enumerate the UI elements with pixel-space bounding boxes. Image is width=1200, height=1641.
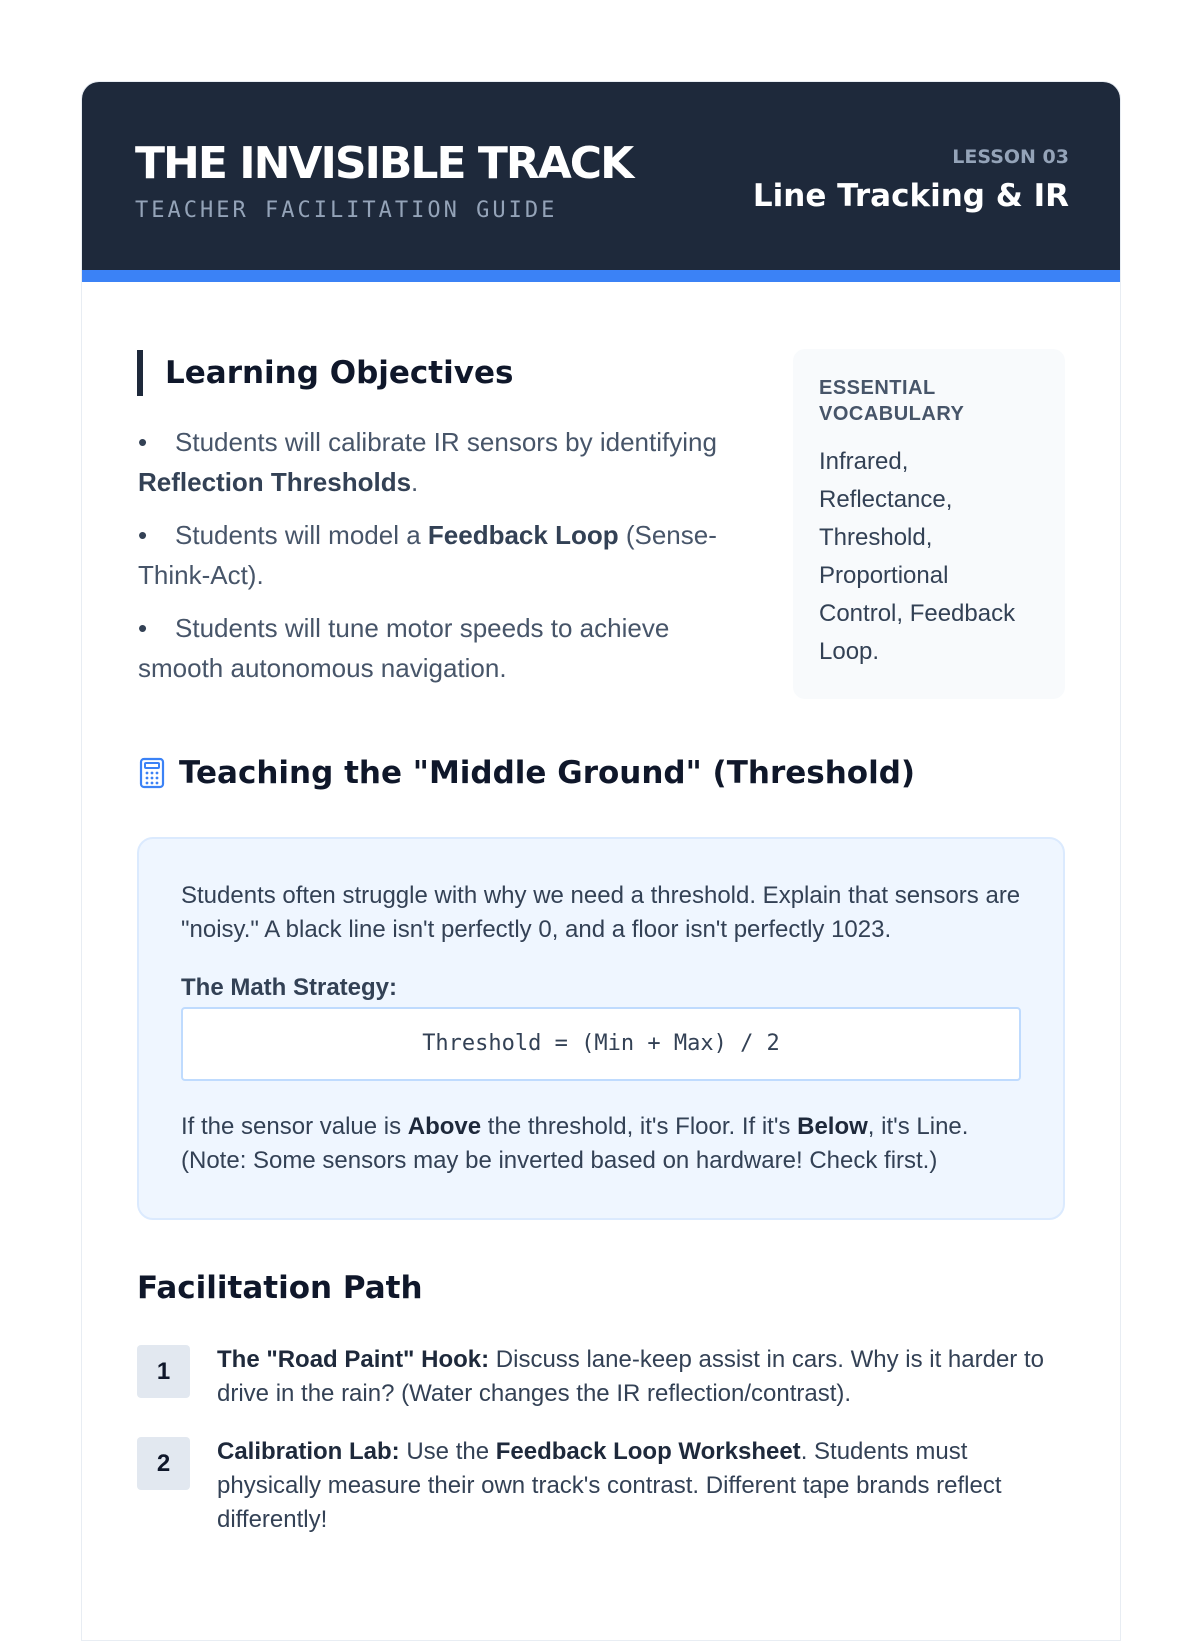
objective-text: Students will calibrate IR sensors by identifying (175, 427, 717, 457)
step-text (217, 1435, 1067, 1537)
vocabulary-terms: Infrared, Reflectance, Threshold, Proportional Control, Feedback Loop. (819, 448, 1016, 665)
list-item (138, 515, 738, 595)
outro-bold-below: Below (797, 1113, 868, 1140)
objective-text: . (411, 467, 419, 497)
objective-bold: Feedback Loop (427, 520, 619, 550)
threshold-formula: Threshold = (Min + Max) / 2 (181, 1007, 1021, 1081)
step-number: 1 (137, 1345, 190, 1398)
outro-text: If the sensor value is (181, 1113, 408, 1140)
threshold-intro: Students often struggle with why we need a threshold. Explain that sensors are "noisy." A black line isn't perfectly 0, and a floor isn't perfectly 1023. (181, 882, 1021, 943)
list-item (138, 608, 738, 688)
outro-text: , it's Line. (Note: Some sensors may be inverted based on hardware! Check first.) (181, 1113, 969, 1174)
objectives-list (138, 422, 738, 701)
threshold-outro (181, 1110, 1031, 1178)
math-strategy-label: The Math Strategy: (181, 974, 398, 1001)
threshold-heading (137, 750, 915, 796)
guide-page (81, 81, 1121, 1641)
objective-bold: Reflection Thresholds (138, 467, 412, 497)
outro-text: the threshold, it's Floor. If it's (481, 1113, 798, 1140)
facilitation-heading: Facilitation Path (137, 1270, 423, 1306)
lesson-number: LESSON 03 (952, 146, 1069, 168)
threshold-heading-text: Teaching the "Middle Ground" (Threshold) (179, 755, 916, 791)
objectives-heading: Learning Objectives (137, 350, 513, 396)
calculator-icon (137, 756, 167, 788)
vocabulary-card (793, 349, 1065, 699)
bullet-icon: • (138, 613, 148, 643)
objective-text: Students will model a (175, 520, 428, 550)
step-body: Discuss lane-keep assist in cars. Why is it harder to drive in the rain? (Water changes the IR reflection/contrast). (217, 1346, 1044, 1407)
page-header (82, 82, 1121, 282)
guide-subtitle: TEACHER FACILITATION GUIDE (135, 198, 558, 223)
bullet-icon: • (138, 520, 148, 550)
lesson-title: Line Tracking & IR (752, 178, 1069, 214)
objective-text: (Sense-Think-Act). (138, 520, 717, 590)
step-text (217, 1343, 1067, 1411)
outro-bold-above: Above (407, 1113, 482, 1140)
objective-text: Students will tune motor speeds to achieve smooth autonomous navigation. (138, 613, 670, 683)
bullet-icon: • (138, 427, 148, 457)
step-bold: Calibration Lab: (217, 1438, 400, 1465)
vocabulary-label: ESSENTIAL VOCABULARY (819, 377, 965, 425)
step-body: . Students must physically measure their own track's contrast. Different tape brands reflect differently! (217, 1438, 1002, 1533)
step-body: Use the (399, 1438, 496, 1465)
list-item (138, 422, 738, 502)
step-number: 2 (137, 1437, 190, 1490)
guide-title: THE INVISIBLE TRACK (135, 138, 633, 189)
step-bold: Feedback Loop Worksheet (495, 1438, 801, 1465)
threshold-callout (137, 837, 1065, 1220)
step-bold: The "Road Paint" Hook: (217, 1346, 490, 1373)
